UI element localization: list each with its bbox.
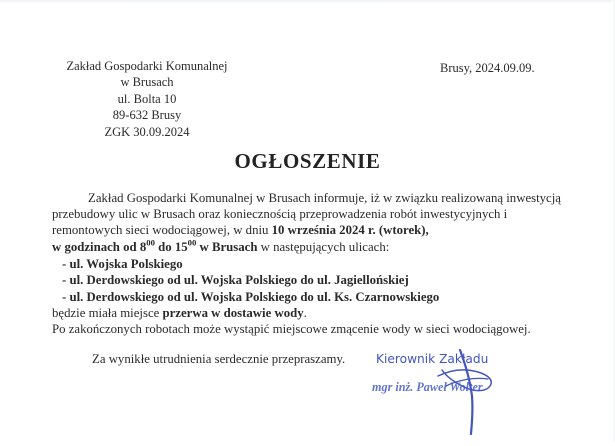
sender-line-organization: Zakład Gospodarki Komunalnej: [66, 59, 228, 73]
after-works-note: Po zakończonych robotach może wystąpić miejscowe zmącenie wody w sieci wodociągowej.: [52, 322, 531, 337]
sender-line-locality: w Brusach: [120, 75, 174, 90]
outage-statement-line: [52, 305, 575, 321]
streets-intro: w następujących ulicach:: [257, 239, 390, 254]
outage-date: 10 września 2024 r. (wtorek),: [271, 223, 429, 238]
street-list-item: - ul. Derdowskiego od ul. Wojska Polskiego do ul. Jagiellońskiej: [62, 273, 409, 288]
sender-address-block: [52, 58, 242, 140]
hours-start-superscript: 00: [146, 237, 155, 248]
street-list-item: - ul. Derdowskiego od ul. Wojska Polskiego do ul. Ks. Czarnowskiego: [62, 289, 440, 304]
sender-line-street: ul. Bolta 10: [117, 91, 177, 106]
document-title: OGŁOSZENIE: [234, 149, 381, 173]
place-and-date: Brusy, 2024.09.09.: [440, 61, 535, 75]
letter-header: [0, 58, 615, 148]
signatory-role: Kierownik Zakładu: [376, 352, 489, 366]
hours-locality: w Brusach: [196, 239, 258, 254]
apology-line: Za wynikłe utrudnienia serdecznie przepraszamy.: [92, 352, 346, 367]
street-list-item: - ul. Wojska Polskiego: [62, 256, 183, 271]
outage-hours-line: [52, 239, 575, 255]
outage-statement-emphasis: przerwa w dostawie wody: [162, 306, 304, 321]
signature-block: [372, 352, 552, 412]
affected-streets-list: [52, 256, 575, 305]
hours-prefix: w godzinach od 8: [52, 239, 147, 254]
scan-edge-top: [0, 0, 615, 4]
sender-line-reference: ZGK 30.09.2024: [104, 124, 190, 139]
hours-end-superscript: 00: [187, 237, 197, 248]
intro-paragraph: [52, 190, 575, 239]
outage-statement-prefix: będzie miała miejsce: [52, 306, 163, 321]
sender-line-postcode: 89-632 Brusy: [112, 108, 182, 123]
signatory-name: mgr inż. Paweł Wolter: [372, 380, 483, 394]
intro-paragraph-text: Zakład Gospodarki Komunalnej w Brusach informuje, iż w związku realizowaną inwestycją przebudowy ulic w Brusach oraz koniecznością przeprowadzenia robót inwestycyjnych i remontowych sieci wodociągowej, w dniu: [52, 191, 561, 238]
outage-statement-suffix: .: [303, 306, 307, 321]
document-body: [52, 190, 575, 368]
hours-middle: do 15: [154, 239, 188, 254]
